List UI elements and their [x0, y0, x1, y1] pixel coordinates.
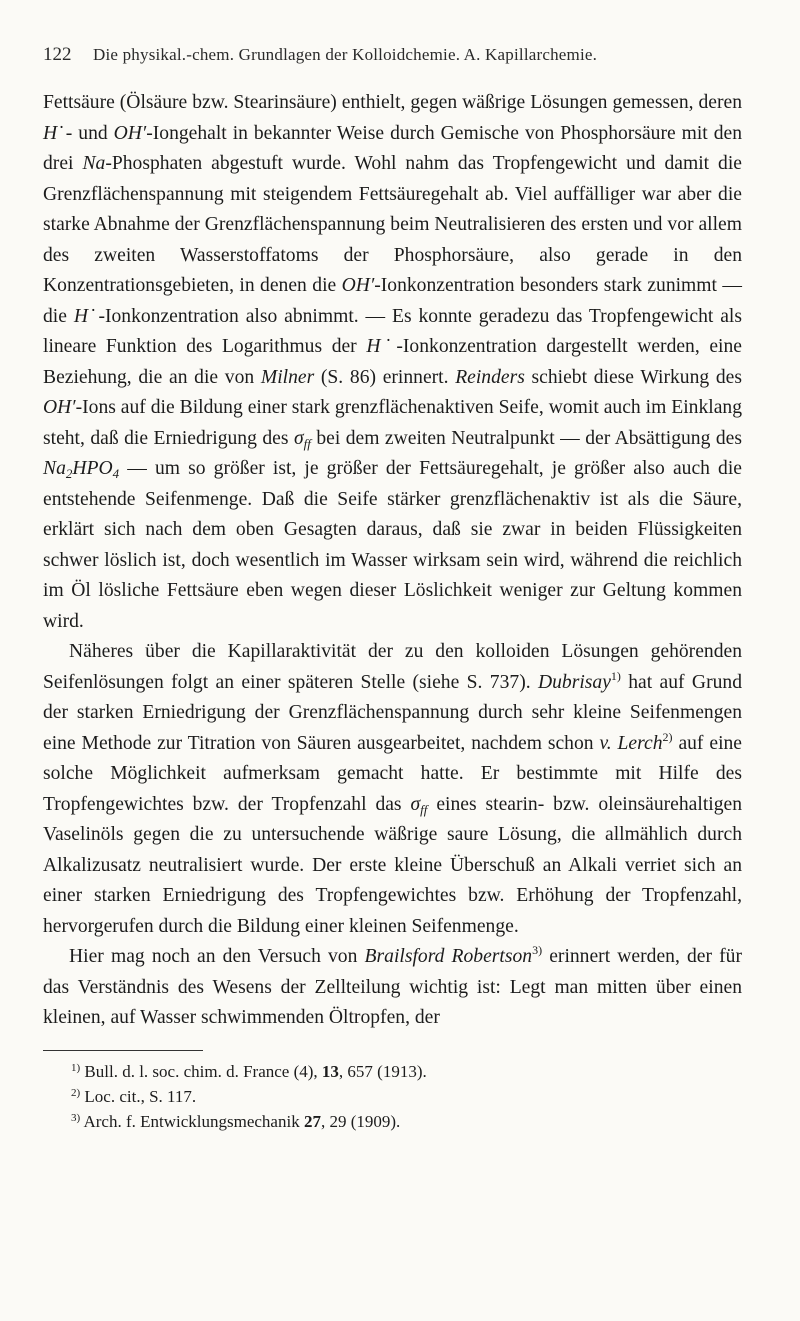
body-text — [43, 88, 742, 1034]
footnote-2: $^{2)}$ Loc. cit., S. 117. — [71, 1086, 197, 1106]
footnote-ref-1: 1) — [610, 668, 621, 683]
footnote-ref-2: 2) — [662, 729, 673, 744]
footnote-ref-3: 3) — [532, 943, 543, 957]
running-head — [43, 44, 742, 66]
paragraph-3: Hier mag noch an den Versuch von Brailsford Robertson$^{3)}$ erinnert werden, der für das Verständnis des Wesens der Zellteilung wichtig ist: Legt man mitten über einen kleinen, auf Wasser schwimmenden Öltropfen, der — [43, 943, 742, 1028]
paragraph-2: Näheres über die Kapillaraktivität der zu den kolloiden Lösungen gehörenden Seifenlösungen folgt an einer späteren Stelle (siehe S. 737). Dubrisay$^{1)}$ hat auf Grund der starken Erniedrigung der Grenzflächenspannung durch sehr kleine Seifenmengen eine Methode zur Titration von Säuren ausgearbeitet, nachdem schon v. Lerch$^{2)}$ auf eine solche Möglichkeit aufmerksam gemacht hatte. Er bestimmte mit Hilfe des Tropfengewichtes bzw. der Tropfenzahl das $\sigma_{ff}$ eines stearin- bzw. oleinsäurehaltigen Vaselinöls gegen die zu untersuchende wäßrige saure Lösung, die allmählich durch Alkalizusatz neutralisiert wurde. Der erste kleine Überschuß an Alkali verriet sich an einer starken Erniedrigung des Tropfengewichtes bzw. Erhöhung der Tropfenzahl, hervorgerufen durch die Bildung einer kleinen Seifenmenge. — [43, 641, 743, 937]
footnote-rule — [43, 1050, 203, 1051]
page-number: 122 — [43, 44, 72, 65]
footnotes — [43, 1059, 742, 1134]
paragraph-1: Fettsäure (Ölsäure bzw. Stearinsäure) enthielt, gegen wäßrige Lösungen gemessen, deren H˙- und OH′-Iongehalt in bekannter Weise durch Gemische von Phosphorsäure mit den drei Na-Phosphaten abgestuft wurde. Wohl nahm das Tropfengewicht und damit die Grenzflächenspannung mit steigendem Fettsäuregehalt ab. Viel auffälliger war aber die starke Abnahme der Grenzflächenspannung beim Neutralisieren des ersten und vor allem des zweiten Wasserstoffatoms der Phosphorsäure, also gerade in den Konzentrationsgebieten, in denen die OH′-Ionkonzentration besonders stark zunimmt — die H˙-Ionkonzentration also abnimmt. — Es konnte geradezu das Tropfengewicht als lineare Funktion des Logarithmus der H˙-Ionkonzentration dargestellt werden, eine Beziehung, die an die von Milner (S. 86) erinnert. Reinders schiebt diese Wirkung des OH′-Ions auf die Bildung einer stark grenzflächenaktiven Seife, womit auch im Einklang steht, daß die Erniedrigung des $\sigma_{ff}$ bei dem zweiten Neutralpunkt — der Absättigung des $Na_2HPO_4$ — um so größer ist, je größer der Fettsäuregehalt, je größer also auch die entstehende Seifenmenge. Daß die Seife stärker grenzflächenaktiv ist als die Säure, erklärt sich nach dem oben Gesagten daraus, daß sie zwar in beiden Flüssigkeiten schwer löslich ist, doch wesentlich im Wasser wirksam sein wird, während die reichlich im Öl lösliche Fettsäure eben wegen dieser Löslichkeit weniger zur Geltung kommen wird. — [43, 92, 742, 632]
running-title: Die physikal.-chem. Grundlagen der Kolloidchemie. A. Kapillarchemie. — [93, 45, 598, 64]
footnote-1: $^{1)}$ Bull. d. l. soc. chim. d. France (4), 13, 657 (1913). — [71, 1061, 427, 1081]
footnote-3: $^{3)}$ Arch. f. Entwicklungsmechanik 27, 29 (1909). — [71, 1111, 401, 1131]
